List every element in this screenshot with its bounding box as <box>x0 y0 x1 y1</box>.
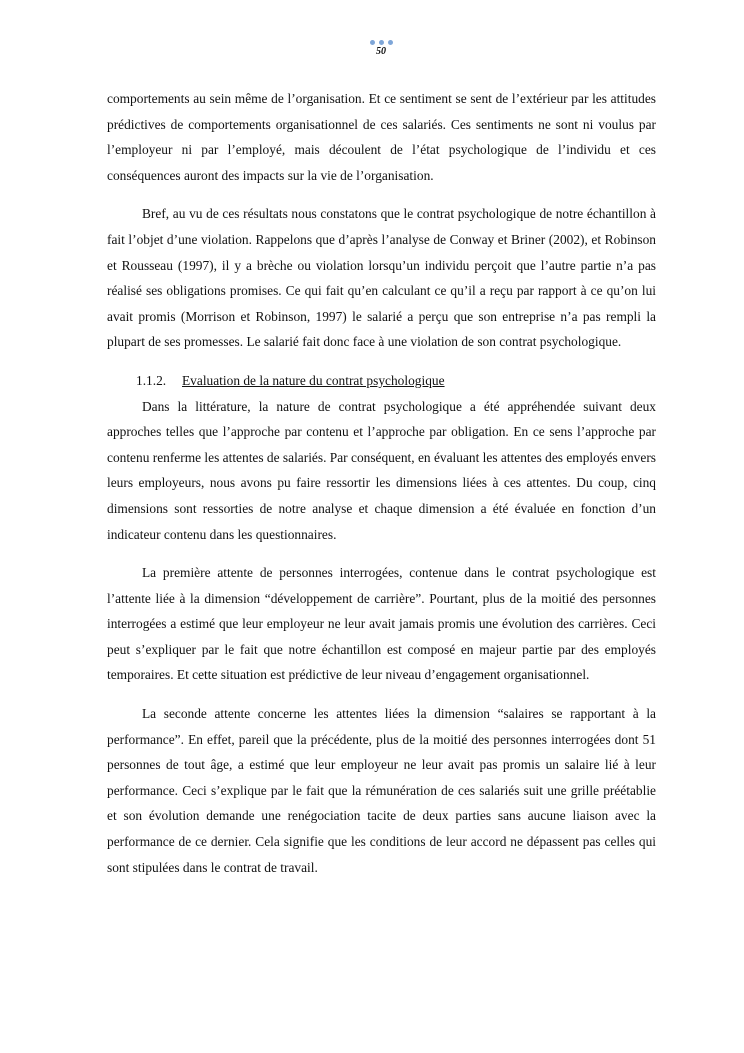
section-title: Evaluation de la nature du contrat psychologique <box>182 372 445 388</box>
body-paragraph: La première attente de personnes interrogées, contenue dans le contrat psychologique est l’attente liée à la dimension “développement de carrière”. Pourtant, plus de la moitié des personnes interrogées a estimé que leur employeur ne leur avait jamais promis une évolution des carrières. Ceci peut s’expliquer par le fait que notre échantillon est composé en majeur partie par des employés temporaires. Et cette situation est prédictive de leur niveau d’engagement organisationnel. <box>107 565 656 683</box>
body-paragraph: Dans la littérature, la nature de contrat psychologique a été appréhendée suivant deux approches telles que l’approche par contenu et l’approche par obligation. En ce sens l’approche par contenu renferme les attentes de salariés. Par conséquent, en évaluant les attentes des employés envers leurs employeurs, nous avons pu faire ressortir les dimensions liées à ces attentes. Du coup, cinq dimensions sont ressorties de notre analyse et chaque dimension a été évaluée en fonction d’un indicateur contenu dans les questionnaires. <box>107 398 656 542</box>
body-paragraph: Bref, au vu de ces résultats nous constatons que le contrat psychologique de notre échantillon à fait l’objet d’une violation. Rappelons que d’après l’analyse de Conway et Briner (2002), et Robinson et Rousseau (1997), il y a brèche ou violation lorsqu’un individu perçoit que l’autre partie n’a pas réalisé ses obligations promises. Ce qui fait qu’en calculant ce qu’il a reçu par rapport à ce qu’on lui avait promis (Morrison et Robinson, 1997) le salarié a perçu que son entreprise n’a pas rempli la plupart de ses promesses. Le salarié fait donc face à une violation de son contrat psychologique. <box>107 206 656 350</box>
ornament-dot <box>379 40 384 45</box>
page-number: 50 <box>376 46 386 57</box>
section-heading <box>107 368 656 394</box>
body-paragraph: comportements au sein même de l’organisation. Et ce sentiment se sent de l’extérieur par les attitudes prédictives de comportements organisationnel de ces salariés. Ces sentiments ne sont ni voulus par l’employeur ni par l’employé, mais découlent de l’état psychologique de l’individu et ces conséquences auront des impacts sur la vie de l’organisation. <box>107 91 656 183</box>
ornament-dot <box>370 40 375 45</box>
body-paragraph: La seconde attente concerne les attentes liées la dimension “salaires se rapportant à la performance”. En effet, pareil que la précédente, plus de la moitié des personnes interrogées dont 51 personnes de tout âge, a estimé que leur employeur ne leur avait pas promis un salaire lié à leur performance. Ceci s’explique par le fait que la rémunération de ces salariés suit une grille préétablie et son évolution demande une renégociation tacite de deux parties sans aucune liaison avec la performance de ce dernier. Cela signifie que les conditions de leur accord ne dépassent pas celles qui sont stipulées dans le contrat de travail. <box>107 706 656 875</box>
page-body <box>107 86 656 893</box>
section-number: 1.1.2. <box>136 372 167 388</box>
ornament-dot <box>388 40 393 45</box>
page-header <box>0 40 744 58</box>
